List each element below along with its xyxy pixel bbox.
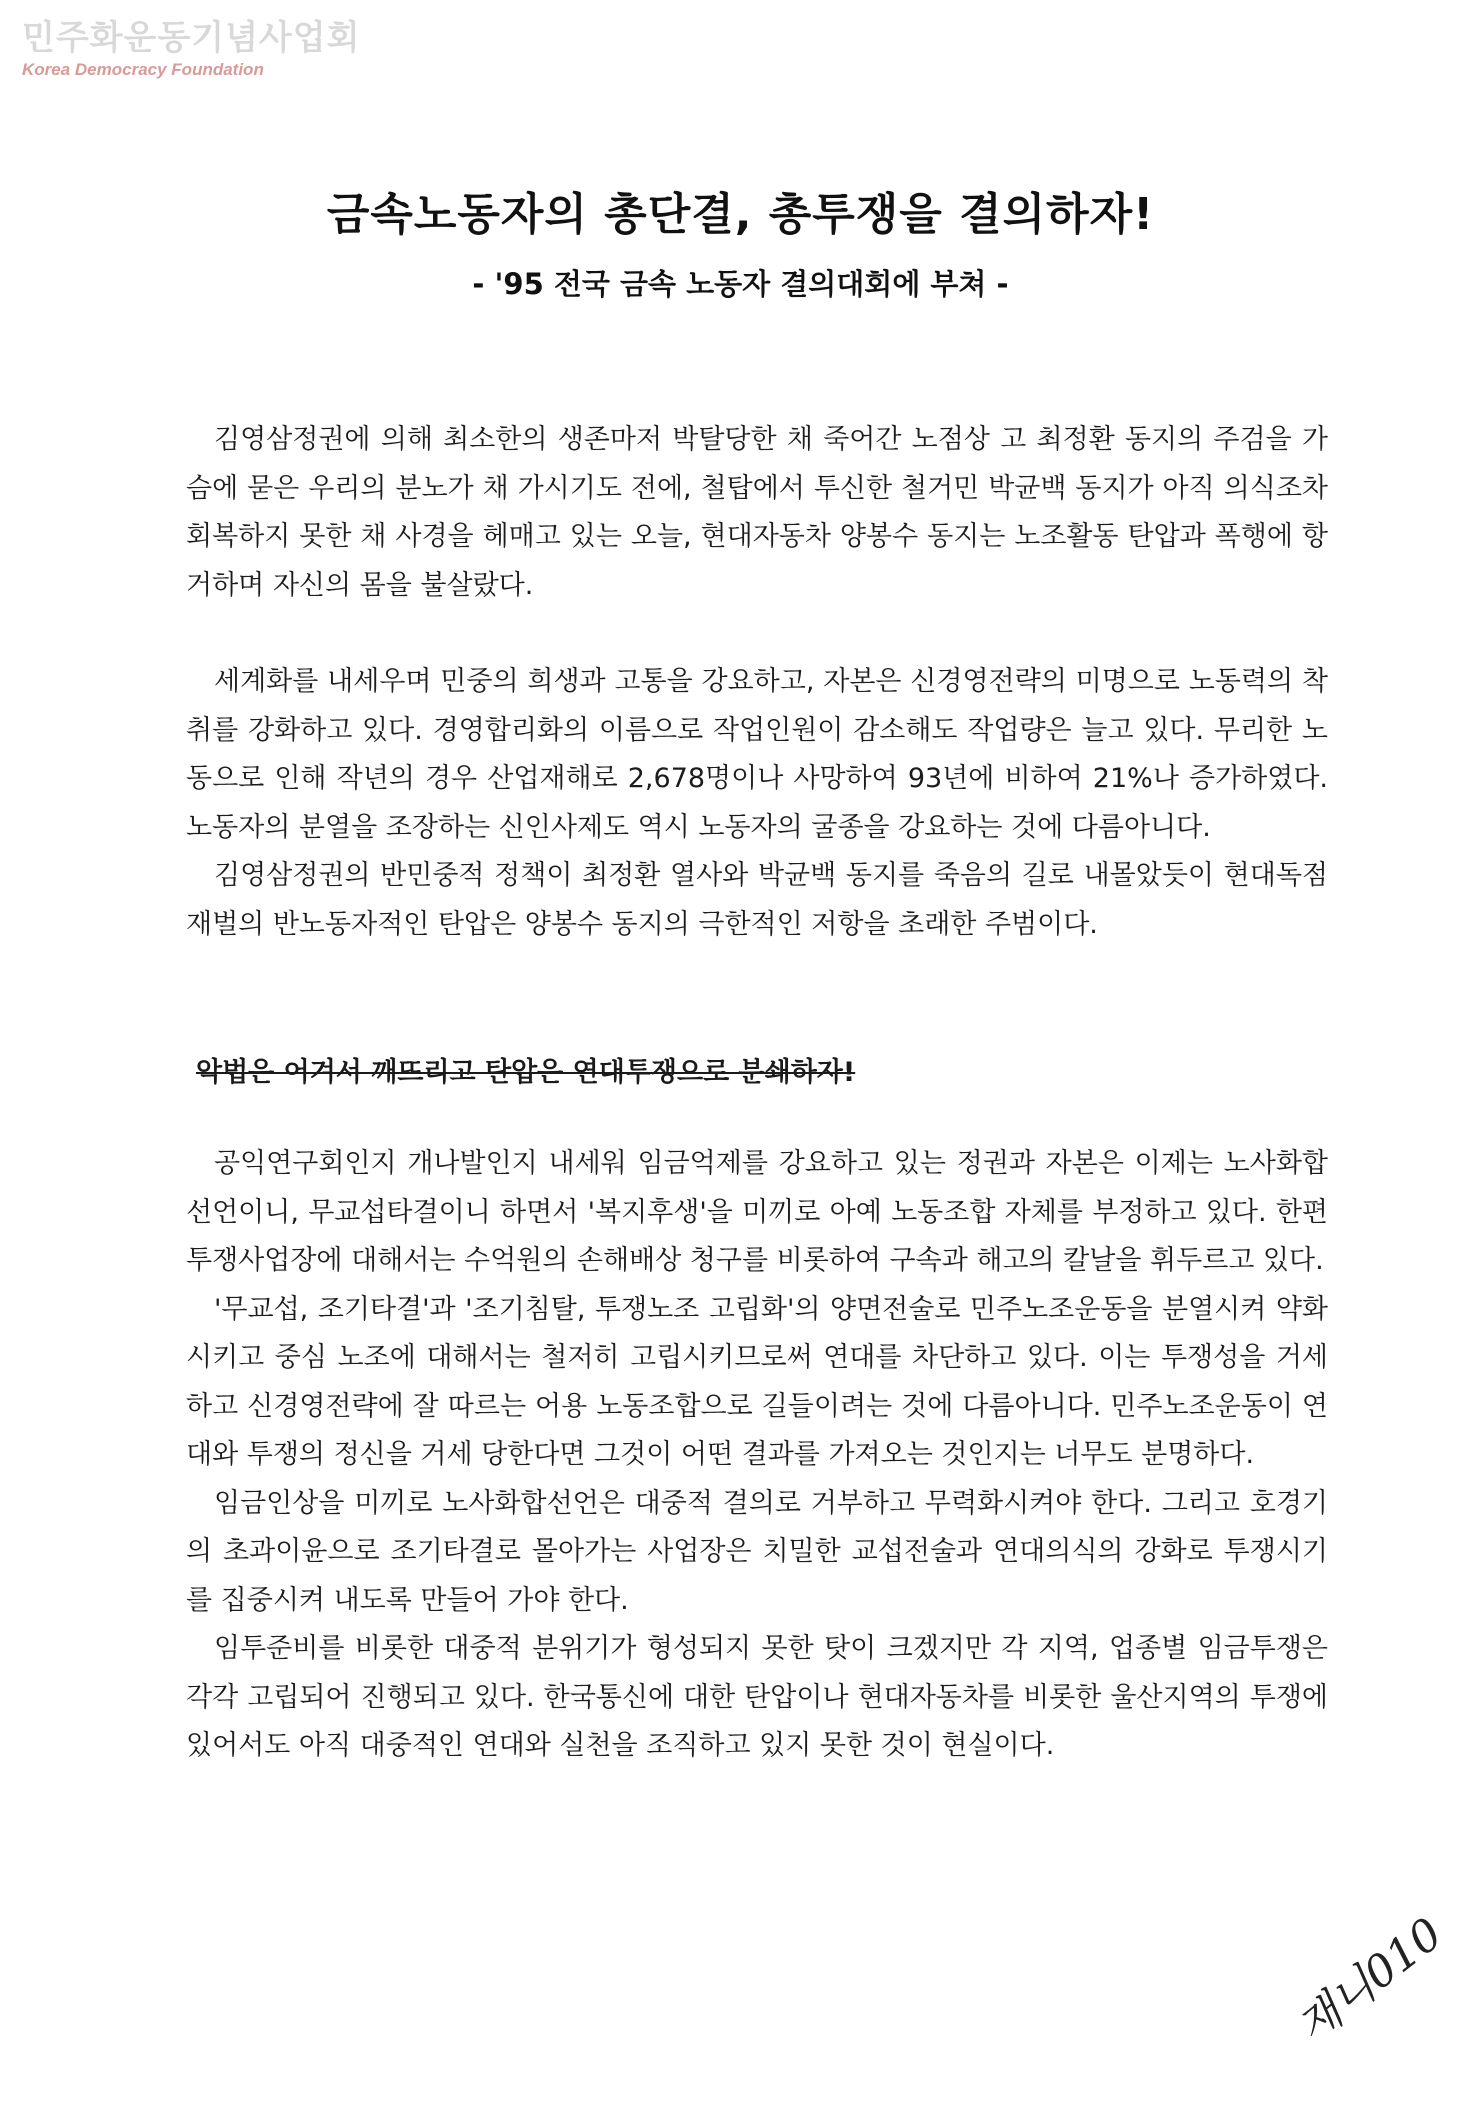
paragraph: '무교섭, 조기타결'과 '조기침탈, 투쟁노조 고립화'의 양면전술로 민주노조운동을 분열시켜 약화시키고 중심 노조에 대해서는 철저히 고립시키므로써 연대를 차단하고 있다. 이는 투쟁성을 거세하고 신경영전략에 잘 따르는 어용 노동조합으로 길들이려는 것에 다름아니다. 민주노조운동이 연대와 투쟁의 정신을 거세 당한다면 그것이 어떤 결과를 가져오는 것인지는 너무도 분명하다. [186, 1293, 1328, 1470]
section-1 [186, 416, 1328, 610]
paragraph: 임금인상을 미끼로 노사화합선언은 대중적 결의로 거부하고 무력화시켜야 한다. 그리고 호경기의 초과이윤으로 조기타결로 몰아가는 사업장은 치밀한 교섭전술과 연대의식의 강화로 투쟁시기를 집중시켜 내도록 만들어 가야 한다. [186, 1487, 1328, 1616]
section-3 [186, 1140, 1328, 1771]
paragraph: 김영삼정권의 반민중적 정책이 최정환 열사와 박균백 동지를 죽음의 길로 내몰았듯이 현대독점재벌의 반노동자적인 탄압은 양봉수 동지의 극한적인 저항을 초래한 주범이다. [186, 860, 1328, 940]
handwritten-signature: 재니010 [1287, 1908, 1452, 2053]
watermark-korean: 민주화운동기념사업회 [22, 18, 361, 58]
document-title: 금속노동자의 총단결, 총투쟁을 결의하자! [326, 189, 1155, 240]
section-2 [186, 658, 1328, 949]
watermark-english: Korea Democracy Foundation [22, 60, 264, 79]
paragraph: 공익연구회인지 개나발인지 내세워 임금억제를 강요하고 있는 정권과 자본은 이제는 노사화합선언이니, 무교섭타결이니 하면서 '복지후생'을 미끼로 아예 노동조합 자체를 부정하고 있다. 한편 투쟁사업장에 대해서는 수억원의 손해배상 청구를 비롯하여 구속과 해고의 칼날을 휘두르고 있다. [186, 1148, 1328, 1276]
paragraph: 세계화를 내세우며 민중의 희생과 고통을 강요하고, 자본은 신경영전략의 미명으로 노동력의 착취를 강화하고 있다. 경영합리화의 이름으로 작업인원이 감소해도 작업량은 늘고 있다. 무리한 노동으로 인해 작년의 경우 산업재해로 2,678명이나 사망하여 93년에 비하여 21%나 증가하였다. 노동자의 분열을 조장하는 신인사제도 역시 노동자의 굴종을 강요하는 것에 다름아니다. [186, 666, 1328, 843]
paragraph: 임투준비를 비롯한 대중적 분위기가 형성되지 못한 탓이 크겠지만 각 지역, 업종별 임금투쟁은 각각 고립되어 진행되고 있다. 한국통신에 대한 탄압이나 현대자동차를 비롯한 울산지역의 투쟁에 있어서도 아직 대중적인 연대와 실천을 조직하고 있지 못한 것이 현실이다. [186, 1633, 1328, 1761]
watermark-logo [22, 18, 360, 80]
section-heading: 악법은 어겨서 깨뜨리고 탄압은 연대투쟁으로 분쇄하자! [196, 1057, 856, 1088]
document-subtitle: - '95 전국 금속 노동자 결의대회에 부쳐 - [472, 267, 1009, 301]
paragraph: 김영삼정권에 의해 최소한의 생존마저 박탈당한 채 죽어간 노점상 고 최정환 동지의 주검을 가슴에 묻은 우리의 분노가 채 가시기도 전에, 철탑에서 투신한 철거민 박균백 동지가 아직 의식조차 회복하지 못한 채 사경을 헤매고 있는 오늘, 현대자동차 양봉수 동지는 노조활동 탄압과 폭행에 항거하며 자신의 몸을 불살랐다. [186, 424, 1328, 601]
